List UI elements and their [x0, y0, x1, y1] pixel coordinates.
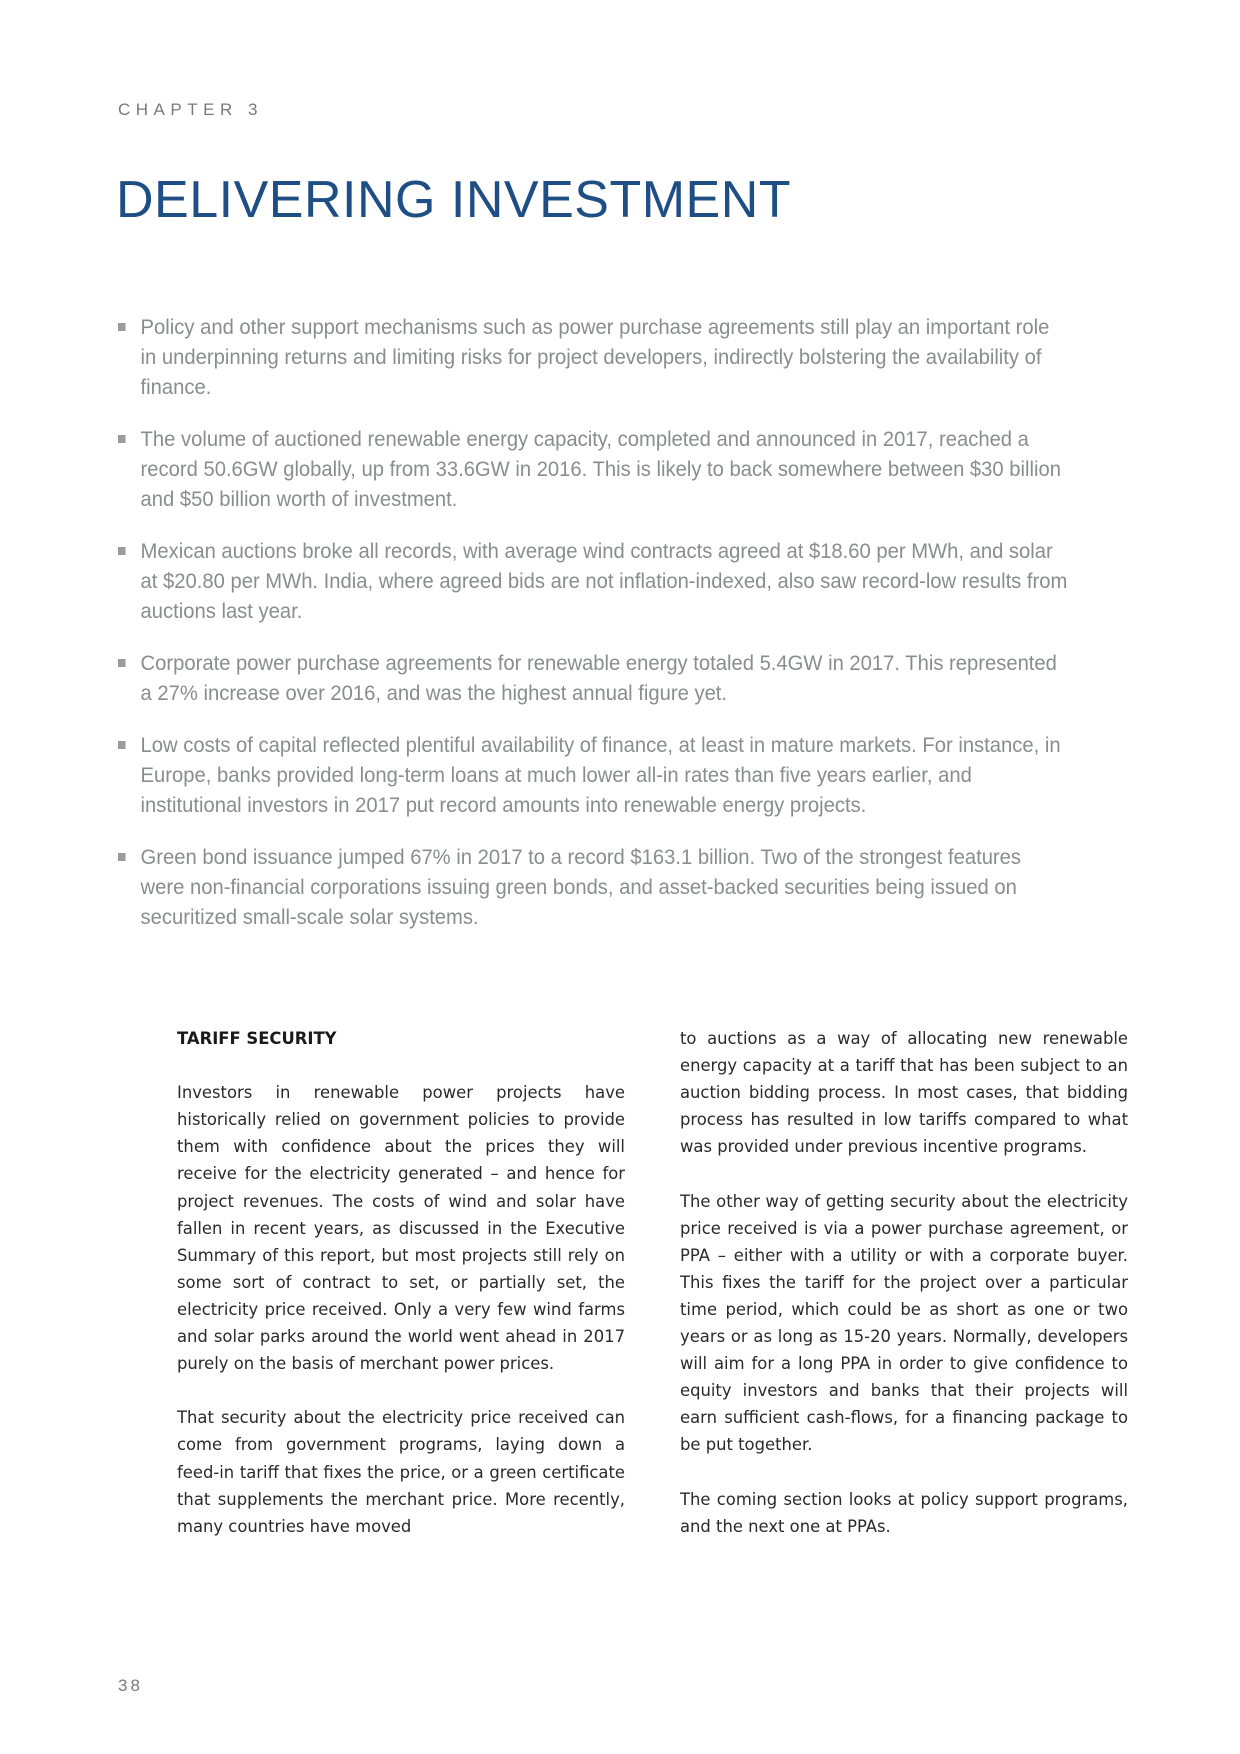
body-paragraph: The coming section looks at policy support programs, and the next one at PPAs.	[680, 1489, 1128, 1536]
bullet-square-icon	[118, 547, 126, 555]
highlight-item	[118, 648, 1067, 708]
tariff-security-column-left	[177, 1025, 625, 1540]
page-number: 38	[118, 1676, 143, 1695]
page-title: DELIVERING INVESTMENT	[116, 171, 792, 229]
highlight-item	[118, 424, 1067, 514]
highlights-list	[118, 312, 1128, 954]
highlight-item	[118, 536, 1067, 626]
bullet-square-icon	[118, 659, 126, 667]
highlight-item	[118, 842, 1067, 932]
highlight-text: Mexican auctions broke all records, with average wind contracts agreed at $18.60 per MWh, and solar at $20.80 per MWh. India, where agreed bids are not inflation-indexed, also saw record-low results from auctions last year.	[140, 539, 1068, 623]
highlight-text: Corporate power purchase agreements for renewable energy totaled 5.4GW in 2017. This represented a 27% increase over 2016, and was the highest annual figure yet.	[140, 651, 1057, 705]
body-paragraph: to auctions as a way of allocating new renewable energy capacity at a tariff that has been subject to an auction bidding process. In most cases, that bidding process has resulted in low tariffs compared to what was provided under previous incentive programs.	[680, 1029, 1128, 1157]
bullet-square-icon	[118, 853, 126, 861]
bullet-square-icon	[118, 435, 126, 443]
box-heading: TARIFF SECURITY	[177, 1029, 337, 1048]
body-paragraph: That security about the electricity price received can come from government programs, laying down a feed-in tariff that fixes the price, or a green certificate that supplements the merchant price. More recently, many countries have moved	[177, 1408, 625, 1536]
tariff-security-column-right	[680, 1025, 1128, 1540]
highlight-text: Policy and other support mechanisms such as power purchase agreements still play an important role in underpinning returns and limiting risks for project developers, indirectly bolstering the availability of finance.	[140, 315, 1050, 399]
chapter-label: CHAPTER 3	[118, 100, 263, 119]
highlight-text: The volume of auctioned renewable energy capacity, completed and announced in 2017, reached a record 50.6GW globally, up from 33.6GW in 2016. This is likely to back somewhere between $30 billion and $50 billion worth of investment.	[140, 427, 1061, 511]
highlight-item	[118, 312, 1067, 402]
bullet-square-icon	[118, 741, 126, 749]
bullet-square-icon	[118, 323, 126, 331]
highlight-item	[118, 730, 1067, 820]
highlight-text: Low costs of capital reflected plentiful availability of finance, at least in mature markets. For instance, in Europe, banks provided long-term loans at much lower all-in rates than five years earlier, and institutional investors in 2017 put record amounts into renewable energy projects.	[140, 733, 1061, 817]
highlight-text: Green bond issuance jumped 67% in 2017 to a record $163.1 billion. Two of the strongest features were non-financial corporations issuing green bonds, and asset-backed securities being issued on securitized small-scale solar systems.	[140, 845, 1022, 929]
body-paragraph: The other way of getting security about the electricity price received is via a power purchase agreement, or PPA – either with a utility or with a corporate buyer. This fixes the tariff for the project over a particular time period, which could be as short as one or two years or as long as 15-20 years. Normally, developers will aim for a long PPA in order to give confidence to equity investors and banks that their projects will earn sufficient cash-flows, for a financing package to be put together.	[680, 1191, 1128, 1455]
body-paragraph: Investors in renewable power projects have historically relied on government policies to provide them with confidence about the prices they will receive for the electricity generated – and hence for project revenues. The costs of wind and solar have fallen in recent years, as discussed in the Executive Summary of this report, but most projects still rely on some sort of contract to set, or partially set, the electricity price received. Only a very few wind farms and solar parks around the world went ahead in 2017 purely on the basis of merchant power prices.	[177, 1083, 625, 1374]
